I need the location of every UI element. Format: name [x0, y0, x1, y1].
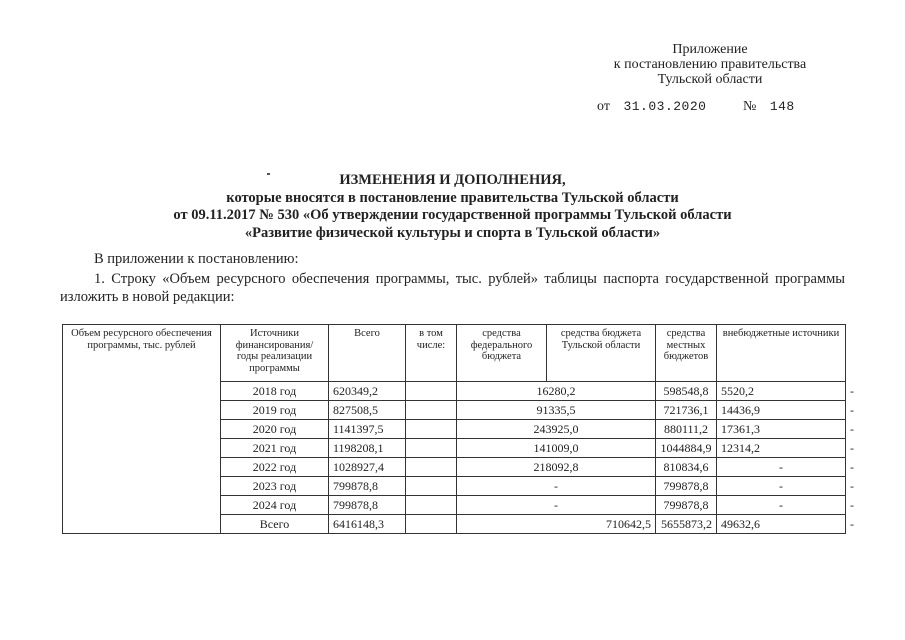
regional-cell: 799878,8	[656, 477, 717, 496]
local-cell: -	[717, 477, 846, 496]
title-line: «Развитие физической культуры и спорта в Тульской области»	[244, 224, 661, 241]
table-row: 2020 год 1141397,5 243925,0 880111,2 17361,3 -	[63, 420, 846, 439]
empty-cell	[406, 439, 457, 458]
table-row: 2023 год 799878,8 - 799878,8 - -	[63, 477, 846, 496]
empty-cell	[406, 496, 457, 515]
year-cell: 2018 год	[221, 382, 329, 401]
year-cell: Всего	[221, 515, 329, 534]
resolution-date-number	[597, 99, 795, 115]
federal-cell: 243925,0	[457, 420, 656, 439]
date-label: от	[597, 99, 610, 114]
header-cell: Источники финансирования/ годы реализации программы	[221, 325, 329, 382]
total-cell: 799878,8	[329, 477, 406, 496]
federal-cell: -	[457, 496, 656, 515]
header-cell: внебюджетные источники	[717, 325, 846, 382]
year-cell: 2021 год	[221, 439, 329, 458]
federal-cell: 141009,0	[457, 439, 656, 458]
total-cell: 1028927,4	[329, 458, 406, 477]
federal-cell: 16280,2	[457, 382, 656, 401]
number-value: 148	[769, 99, 795, 114]
local-cell: 17361,3	[717, 420, 846, 439]
table-row: 2022 год 1028927,4 218092,8 810834,6 - -	[63, 458, 846, 477]
table-header-row	[63, 325, 846, 382]
year-cell: 2024 год	[221, 496, 329, 515]
appendix-line: к постановлению правительства	[613, 57, 807, 72]
year-cell: 2023 год	[221, 477, 329, 496]
local-cell: 14436,9	[717, 401, 846, 420]
federal-cell: 218092,8	[457, 458, 656, 477]
table-row: 2018 год 620349,2 16280,2 598548,8 5520,2 -	[63, 382, 846, 401]
document-title	[60, 172, 845, 242]
regional-cell: 5655873,2	[656, 515, 717, 534]
federal-cell: -	[457, 477, 656, 496]
row-label-cell: Объем ресурсного обеспечения программы, тыс. рублей	[63, 325, 221, 534]
table-total-row: Всего 6416148,3 710642,5 5655873,2 49632,6 -	[63, 515, 846, 534]
total-cell: 620349,2	[329, 382, 406, 401]
federal-cell: 710642,5	[457, 515, 656, 534]
year-cell: 2020 год	[221, 420, 329, 439]
federal-cell: 91335,5	[457, 401, 656, 420]
appendix-line: Приложение	[672, 42, 748, 57]
local-cell: 49632,6	[717, 515, 846, 534]
paragraph-item-1: 1. Строку «Объем ресурсного обеспечения программы, тыс. рублей» таблицы паспорта государственной программы изложить в новой редакции:	[60, 271, 845, 305]
local-cell: -	[717, 458, 846, 477]
appendix-header	[560, 42, 860, 87]
date-value: 31.03.2020	[623, 99, 707, 114]
paragraph-intro: В приложении к постановлению:	[94, 251, 299, 267]
header-cell: средства бюджета Тульской области	[547, 325, 656, 382]
title-line: ИЗМЕНЕНИЯ И ДОПОЛНЕНИЯ,	[339, 172, 566, 188]
regional-cell: 598548,8	[656, 382, 717, 401]
local-cell: 12314,2	[717, 439, 846, 458]
regional-cell: 880111,2	[656, 420, 717, 439]
empty-cell	[406, 382, 457, 401]
total-cell: 6416148,3	[329, 515, 406, 534]
title-line: от 09.11.2017 № 530 «Об утверждении государственной программы Тульской области	[173, 207, 732, 223]
local-cell: -	[717, 496, 846, 515]
regional-cell: 1044884,9	[656, 439, 717, 458]
empty-cell	[406, 477, 457, 496]
empty-cell	[406, 401, 457, 420]
total-cell: 799878,8	[329, 496, 406, 515]
resource-table	[62, 324, 854, 534]
title-line: которые вносятся в постановление правительства Тульской области	[226, 189, 679, 206]
header-cell: средства федерального бюджета	[457, 325, 547, 382]
local-cell: 5520,2	[717, 382, 846, 401]
header-cell: средства местных бюджетов	[656, 325, 717, 382]
total-cell: 1141397,5	[329, 420, 406, 439]
empty-cell	[406, 420, 457, 439]
regional-cell: 810834,6	[656, 458, 717, 477]
header-cell: Всего	[329, 325, 406, 382]
regional-cell: 799878,8	[656, 496, 717, 515]
number-label: №	[742, 99, 757, 114]
regional-cell: 721736,1	[656, 401, 717, 420]
empty-cell	[406, 458, 457, 477]
table-row: 2021 год 1198208,1 141009,0 1044884,9 12314,2 -	[63, 439, 846, 458]
empty-cell	[406, 515, 457, 534]
year-cell: 2022 год	[221, 458, 329, 477]
year-cell: 2019 год	[221, 401, 329, 420]
table-row: 2019 год 827508,5 91335,5 721736,1 14436,9 -	[63, 401, 846, 420]
total-cell: 1198208,1	[329, 439, 406, 458]
header-cell: в том числе:	[406, 325, 457, 382]
appendix-line: Тульской области	[657, 72, 763, 87]
table-row: 2024 год 799878,8 - 799878,8 - -	[63, 496, 846, 515]
total-cell: 827508,5	[329, 401, 406, 420]
